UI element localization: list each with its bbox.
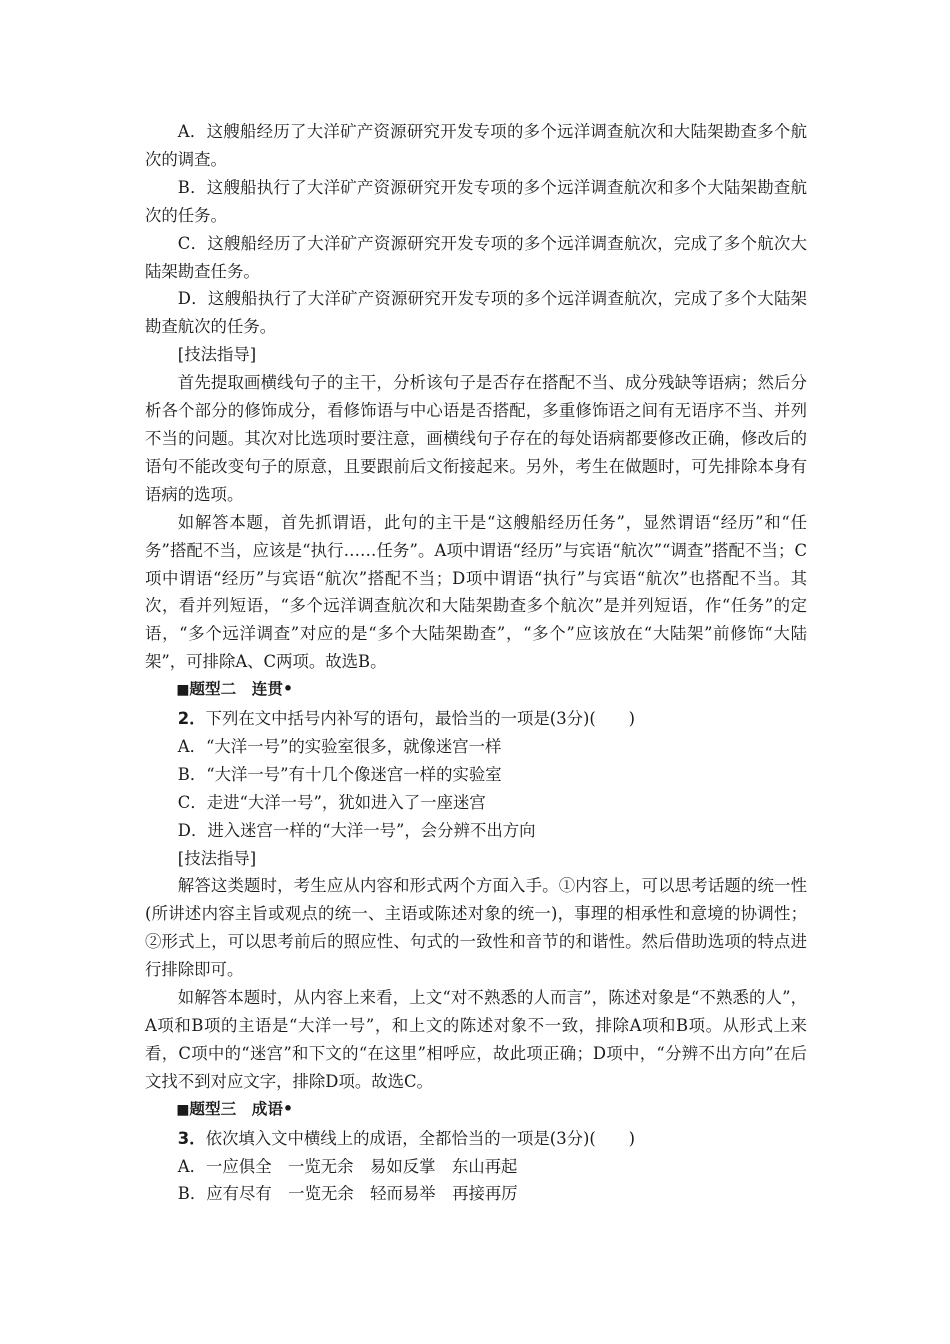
technique-guide-1-method: 首先提取画横线句子的主干，分析该句子是否存在搭配不当、成分残缺等语病；然后分析各个部分的修饰成分，看修饰语与中心语是否搭配，多重修饰语之间有无语序不当、并列不当的问题。其次对比选项时要注意，画横线句子存在的每处语病都要修改正确，修改后的语句不能改变句子的原意，且要跟前后文衔接起来。另外，考生在做题时，可先排除本身有语病的选项。 [145,373,807,504]
q1-option-a: A．这艘船经历了大洋矿产资源研究开发专项的多个远洋调查航次和大陆架勘查多个航次的调查。 [145,122,807,169]
technique-guide-1-example: 如解答本题，首先抓谓语，此句的主干是“这艘船经历任务”，显然谓语“经历”和“任务”搭配不当，应该是“执行……任务”。A项中谓语“经历”与宾语“航次”“调查”搭配不当；C项中谓语“经历”与宾语“航次”搭配不当；D项中谓语“执行”与宾语“航次”也搭配不当。其次，看并列短语，“多个远洋调查航次和大陆架勘查多个航次”是并列短语，作“任务”的定语，“多个远洋调查”对应的是“多个大陆架勘查”，“多个”应该放在“大陆架”前修饰“大陆架”，可排除A、C两项。故选B。 [145,512,807,672]
section-title-2: 题型二 连贯• [189,680,293,699]
question-2-number: 2． [177,709,206,729]
q1-option-d: D．这艘船执行了大洋矿产资源研究开发专项的多个远洋调查航次，完成了多个大陆架勘查航次的任务。 [145,289,807,337]
q3-option-b: B．应有尽有 一览无余 轻而易举 再接再厉 [177,1184,518,1204]
square-bullet-icon: ■ [176,1101,190,1118]
section-heading-2 [145,676,807,705]
q2-option-a: A．“大洋一号”的实验室很多，就像迷宫一样 [177,736,502,756]
technique-guide-label-1: [技法指导] [177,345,257,365]
section-title-3: 题型三 成语• [189,1099,293,1118]
question-3-stem: 依次填入文中横线上的成语，全都恰当的一项是(3分)( ) [205,1128,635,1148]
question-3-number: 3． [177,1128,206,1148]
q3-option-a: A．一应俱全 一览无余 易如反掌 东山再起 [177,1156,518,1176]
technique-guide-label-2: [技法指导] [177,848,257,868]
question-3 [145,1125,807,1153]
square-bullet-icon: ■ [176,682,190,699]
section-heading-3 [145,1096,807,1125]
technique-guide-2-example: 如解答本题时，从内容上来看，上文“对不熟悉的人而言”，陈述对象是“不熟悉的人”，A项和B项的主语是“大洋一号”，和上文的陈述对象不一致，排除A项和B项。从形式上来看，C项中的“迷宫”和下文的“在这里”相呼应，故此项正确；D项中，“分辨不出方向”在后文找不到对应文字，排除D项。故选C。 [145,988,807,1091]
document-page [145,118,807,1208]
question-2-stem: 下列在文中括号内补写的语句，最恰当的一项是(3分)( ) [205,709,635,729]
q1-option-c: C．这艘船经历了大洋矿产资源研究开发专项的多个远洋调查航次，完成了多个航次大陆架勘查任务。 [145,233,807,281]
q2-option-d: D．进入迷宫一样的“大洋一号”，会分辨不出方向 [177,820,536,840]
q2-option-c: C．走进“大洋一号”，犹如进入了一座迷宫 [177,792,486,812]
technique-guide-2-method: 解答这类题时，考生应从内容和形式两个方面入手。①内容上，可以思考话题的统一性(所讲述内容主旨或观点的统一、主语或陈述对象的统一)，事理的相承性和意境的协调性；②形式上，可以思考前后的照应性、句式的一致性和音节的和谐性。然后借助选项的特点进行排除即可。 [145,876,807,980]
question-2 [145,705,807,733]
q1-option-b: B．这艘船执行了大洋矿产资源研究开发专项的多个远洋调查航次和多个大陆架勘查航次的任务。 [145,177,807,225]
q2-option-b: B．“大洋一号”有十几个像迷宫一样的实验室 [177,764,502,784]
